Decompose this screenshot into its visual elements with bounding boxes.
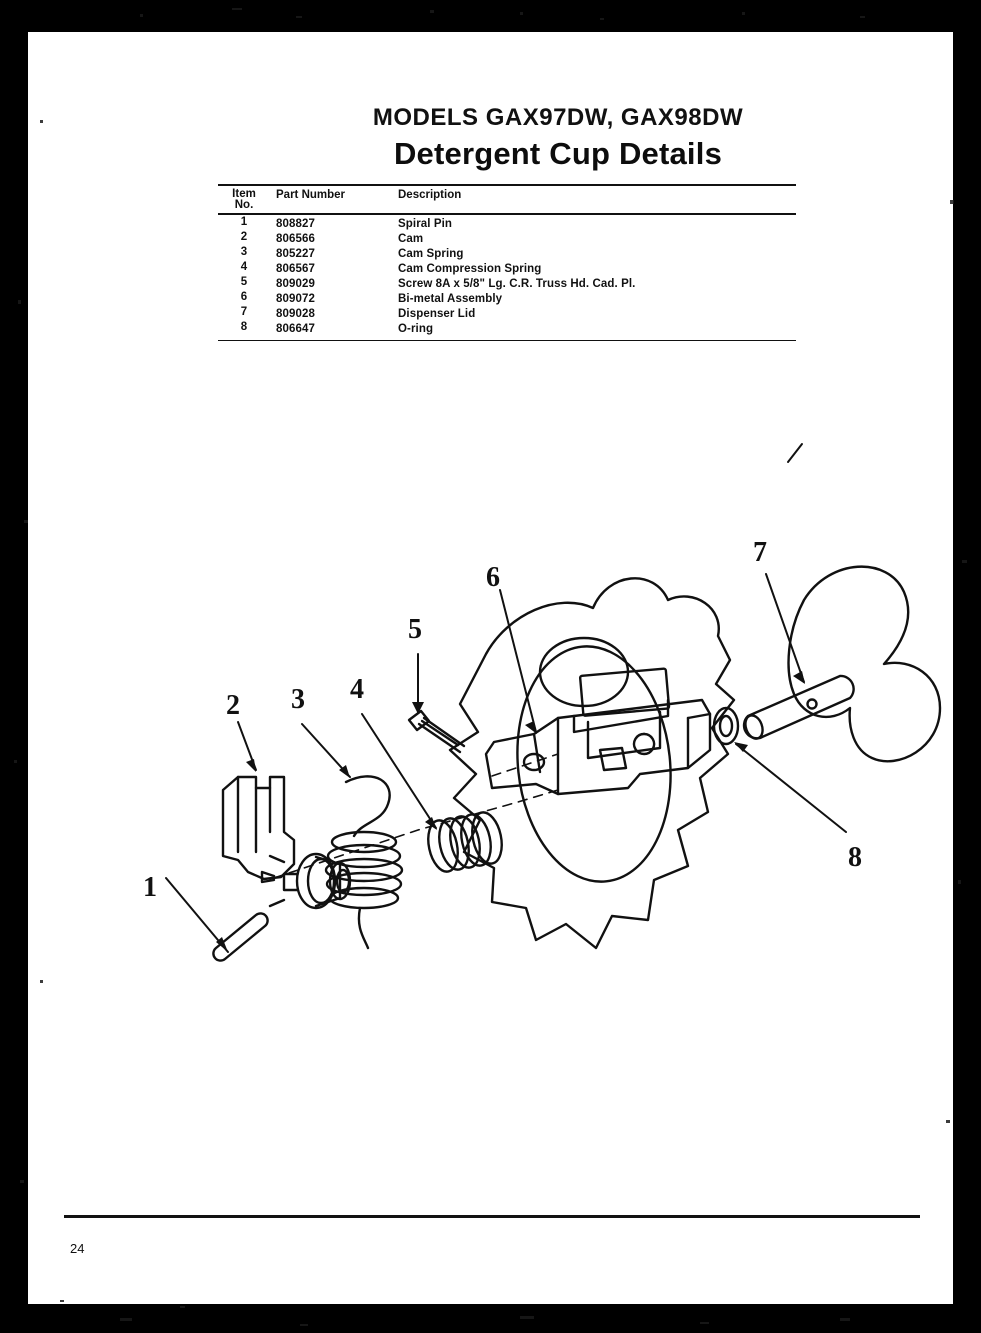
cell-item-no: 8 [240,320,248,333]
part-o-ring [714,708,738,744]
cell-part-number: 805227 [276,247,315,260]
parts-diagram-svg [88,432,968,1032]
scan-artifact [300,1324,308,1326]
callout-number: 4 [350,674,364,705]
callout-number: 2 [226,690,240,721]
cell-description: Dispenser Lid [398,307,476,320]
scan-artifact [18,300,21,304]
header-item-no-line1: Item [232,188,256,200]
cell-item-no: 7 [240,305,248,318]
scan-artifact [140,14,143,17]
table-row [218,292,796,307]
cell-part-number: 806647 [276,322,315,335]
cell-item-no: 2 [240,230,248,243]
part-dispenser-housing [450,578,734,948]
table-bottom-rule [218,340,796,342]
scan-artifact [520,1316,534,1319]
scan-artifact [40,120,43,123]
cell-item-no: 1 [240,215,248,228]
callout-number: 1 [143,872,157,903]
table-row [218,307,796,322]
scan-artifact [946,1120,950,1123]
footer-rule [64,1215,920,1218]
exploded-view-figure [88,432,968,1032]
callout-number: 8 [848,842,862,873]
callout-number: 5 [408,614,422,645]
part-dispenser-lid [742,567,940,762]
scan-artifact [296,16,302,18]
callout-number: 7 [753,537,767,568]
cell-part-number: 809028 [276,307,315,320]
cell-part-number: 809029 [276,277,315,290]
scan-artifact [430,10,434,13]
scan-artifact [120,1318,132,1321]
table-body [218,215,796,340]
scan-artifact [520,12,523,15]
cell-part-number: 808827 [276,217,315,230]
scan-artifact [958,880,961,884]
scan-artifact [962,560,967,563]
cell-part-number: 806566 [276,232,315,245]
scan-artifact [20,1180,24,1183]
parts-table [218,184,796,341]
scan-artifact [700,1322,709,1324]
part-spiral-pin [213,913,267,960]
table-row [218,277,796,292]
page-title: Detergent Cup Details [393,136,723,171]
header-item-no [218,189,270,211]
cell-description: Cam Spring [398,247,464,260]
table-row [218,322,796,337]
scan-artifact [60,1300,64,1302]
cell-description: Screw 8A x 5/8" Lg. C.R. Truss Hd. Cad. Pl. [398,277,636,290]
header-description: Description [398,189,462,201]
table-row [218,247,796,262]
cell-item-no: 4 [240,260,248,273]
scan-artifact [742,12,745,15]
callout-number: 6 [486,562,500,593]
header-item-no-line2: No. [234,199,254,211]
scan-artifact [600,18,604,20]
cell-item-no: 5 [240,275,248,288]
cell-description: Bi-metal Assembly [398,292,503,305]
part-cam-compression-spring [424,810,506,875]
page-paper [28,32,953,1304]
header-part-number: Part Number [276,189,346,201]
table-row [218,232,796,247]
cell-description: Spiral Pin [398,217,453,230]
part-cam-spring [326,776,402,948]
scan-artifact [14,760,17,763]
scan-artifact [232,8,242,10]
table-header-row [218,186,796,213]
scan-artifact [860,16,865,18]
cell-description: Cam [398,232,424,245]
cell-description: Cam Compression Spring [398,262,542,275]
cell-part-number: 809072 [276,292,315,305]
scan-artifact [840,1318,850,1321]
cell-part-number: 806567 [276,262,315,275]
cell-item-no: 3 [240,245,248,258]
table-row [218,217,796,232]
scan-artifact [24,520,28,523]
scan-artifact [180,1306,185,1308]
scan-artifact [950,200,954,204]
cell-description: O-ring [398,322,434,335]
part-cam [223,777,294,879]
scan-artifact [40,980,43,983]
table-row [218,262,796,277]
models-line: MODELS GAX97DW, GAX98DW [372,104,744,131]
cell-item-no: 6 [240,290,248,303]
page-number: 24 [70,1241,85,1256]
page-header [278,104,838,172]
callout-number: 3 [291,684,305,715]
